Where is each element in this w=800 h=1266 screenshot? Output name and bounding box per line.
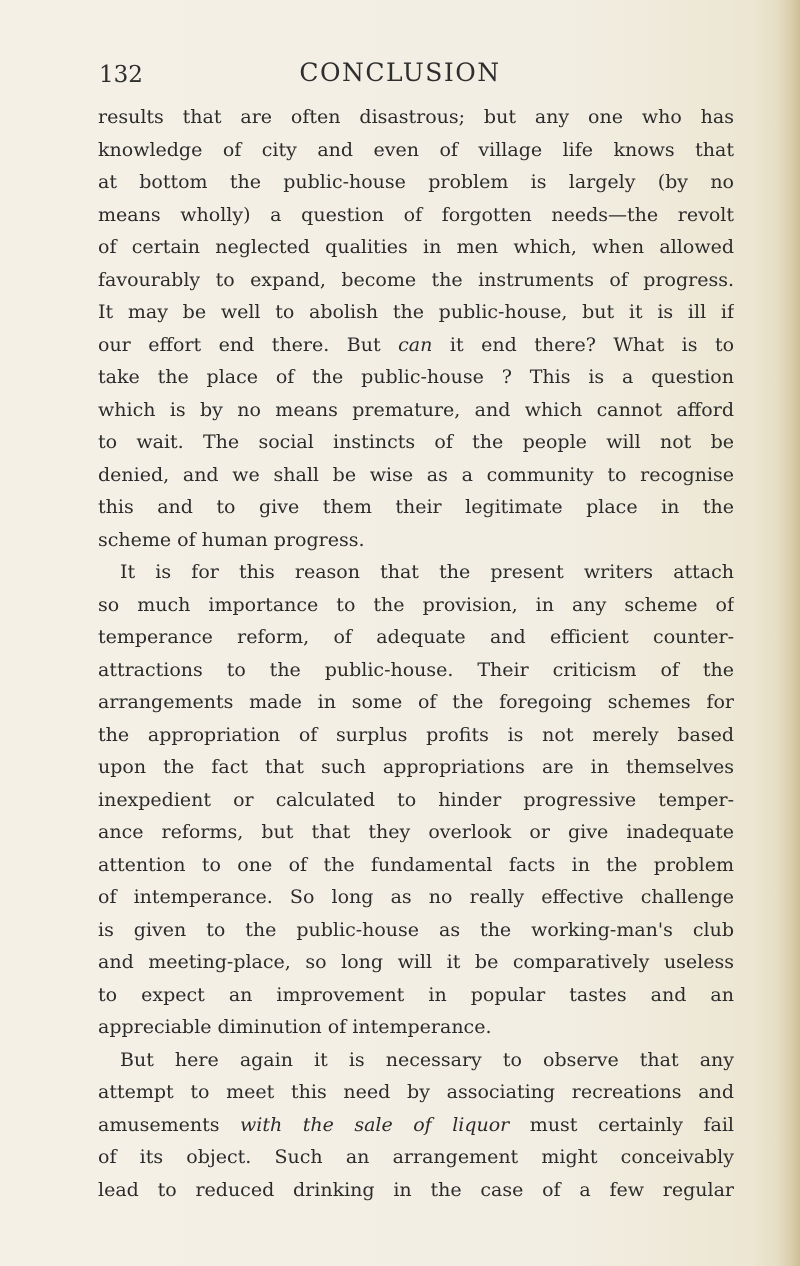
text-line: which is by no means premature, and which cannot afford: [98, 398, 734, 421]
text-line: and meeting-place, so long will it be comparatively useless: [98, 951, 734, 973]
text-line: inexpedient or calculated to hinder progressive temper-: [98, 788, 734, 811]
text-line: take the place of the public-house ? This is a question: [98, 366, 734, 388]
text-line: results that are often disastrous; but any one who has: [98, 106, 734, 128]
text-line: denied, and we shall be wise as a community to recognise: [98, 463, 734, 486]
text-line: [98, 329, 734, 362]
text-line: temperance reform, of adequate and efficient counter-: [98, 626, 734, 648]
text-line: It may be well to abolish the public-house, but it is ill if: [98, 301, 734, 323]
text-line: upon the fact that such appropriations are in themselves: [98, 756, 734, 778]
text-line: of its object. Such an arrangement might conceivably: [98, 1146, 734, 1168]
text-line: favourably to expand, become the instruments of progress.: [98, 268, 734, 291]
text-line: of certain neglected qualities in men which, when allowed: [98, 236, 734, 258]
text-segment: amusements: [98, 1113, 220, 1136]
italic-emphasis: can: [398, 333, 433, 356]
text-line: It is for this reason that the present writers attach: [120, 561, 734, 583]
text-line: the appropriation of surplus profits is not merely based: [98, 723, 734, 746]
text-line: appreciable diminution of intemperance.: [98, 1016, 492, 1038]
text-line: is given to the public-house as the working-man's club: [98, 918, 734, 941]
text-line: at bottom the public-house problem is largely (by no: [98, 171, 734, 193]
text-segment: it end there? What is to: [449, 333, 734, 356]
page-edge-shadow: [778, 0, 800, 1266]
text-segment: our effort end there. But: [98, 333, 381, 356]
text-line: attempt to meet this need by associating recreations and: [98, 1081, 734, 1103]
running-head: CONCLUSION: [299, 58, 501, 87]
text-line: arrangements made in some of the foregoing schemes for: [98, 691, 734, 713]
text-line: attention to one of the fundamental facts in the problem: [98, 853, 734, 876]
body-text: [98, 101, 734, 1206]
text-line: lead to reduced drinking in the case of a few regular: [98, 1178, 734, 1201]
italic-emphasis: with the sale of liquor: [239, 1113, 510, 1136]
page-header: [0, 58, 800, 102]
text-line: But here again it is necessary to observe that any: [120, 1048, 734, 1071]
text-line: so much importance to the provision, in any scheme of: [98, 593, 734, 616]
text-line: scheme of human progress.: [98, 528, 365, 551]
text-line: this and to give them their legitimate place in the: [98, 496, 734, 518]
page-number: 132: [99, 62, 143, 88]
text-segment: must certainly fail: [529, 1113, 734, 1136]
text-line: of intemperance. So long as no really effective challenge: [98, 886, 734, 908]
text-line: to wait. The social instincts of the people will not be: [98, 431, 734, 453]
text-line: attractions to the public-house. Their criticism of the: [98, 658, 734, 681]
text-line: to expect an improvement in popular tastes and an: [98, 983, 734, 1006]
text-line: knowledge of city and even of village life knows that: [98, 138, 734, 161]
text-line: means wholly) a question of forgotten needs—the revolt: [98, 203, 734, 226]
text-line: [98, 1109, 734, 1142]
text-line: ance reforms, but that they overlook or give inadequate: [98, 821, 734, 843]
